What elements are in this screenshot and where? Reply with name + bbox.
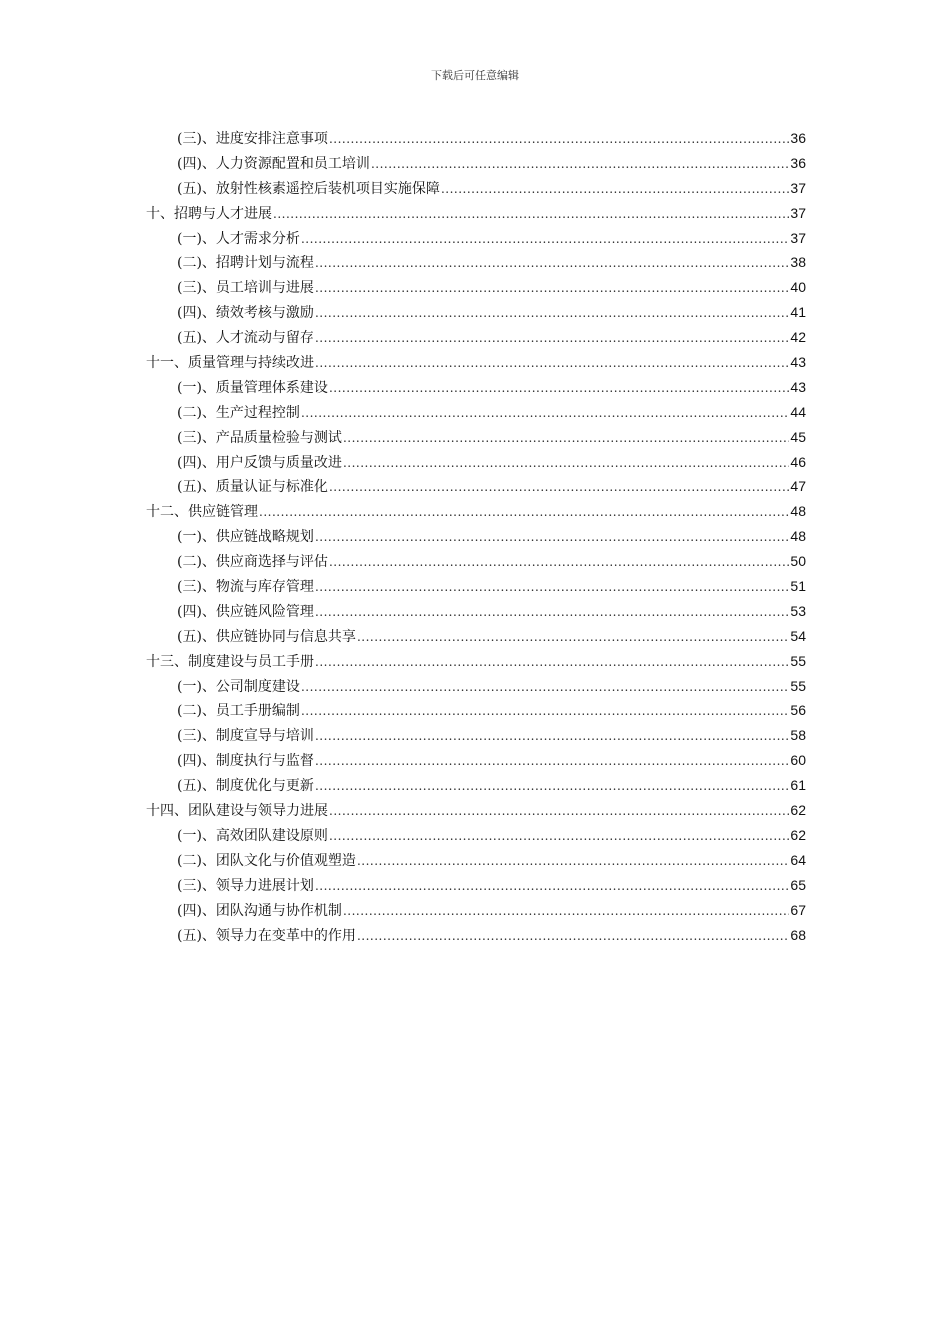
toc-chapter-entry[interactable] — [146, 649, 806, 674]
toc-entry-title: 十三、制度建设与员工手册 — [146, 653, 314, 670]
toc-entry-title: (一)、高效团队建设原则 — [177, 827, 328, 844]
toc-entry-title: (五)、领导力在变革中的作用 — [177, 927, 356, 944]
toc-page-number: 51 — [790, 578, 806, 595]
toc-dot-leader — [343, 426, 789, 451]
toc-dot-leader — [315, 525, 789, 550]
toc-dot-leader — [315, 774, 789, 799]
toc-entry-title: (三)、物流与库存管理 — [177, 579, 314, 596]
toc-dot-leader — [329, 550, 789, 575]
toc-entry-title: (三)、制度宣导与培训 — [177, 728, 314, 745]
toc-entry-title: (一)、人才需求分析 — [177, 230, 300, 247]
page-header: 下载后可任意编辑 — [431, 69, 519, 82]
toc-entry-title: 十、招聘与人才进展 — [146, 205, 272, 222]
toc-section-entry[interactable] — [146, 698, 806, 723]
toc-dot-leader — [315, 749, 789, 774]
toc-dot-leader — [315, 575, 789, 600]
toc-entry-title: (五)、人才流动与留存 — [177, 330, 314, 347]
toc-section-entry[interactable] — [146, 748, 806, 773]
toc-page-number: 36 — [790, 130, 806, 146]
toc-entry-title: (二)、团队文化与价值观塑造 — [177, 852, 356, 869]
toc-dot-leader — [329, 127, 789, 152]
toc-entry-title: (四)、人力资源配置和员工培训 — [177, 155, 370, 172]
toc-page-number: 37 — [790, 204, 806, 221]
toc-section-entry[interactable] — [146, 250, 806, 275]
toc-page-number: 56 — [790, 702, 806, 719]
toc-page-number: 37 — [790, 229, 806, 246]
toc-page-number: 60 — [790, 752, 806, 769]
toc-section-entry[interactable] — [146, 574, 806, 599]
toc-section-entry[interactable] — [146, 300, 806, 325]
toc-page-number: 64 — [790, 851, 806, 868]
toc-entry-title: (四)、团队沟通与协作机制 — [177, 902, 342, 919]
toc-entry-title: (四)、供应链风险管理 — [177, 603, 314, 620]
toc-entry-title: 十四、团队建设与领导力进展 — [146, 803, 328, 820]
toc-dot-leader — [301, 675, 789, 700]
toc-page-number: 65 — [790, 876, 806, 893]
toc-dot-leader — [273, 202, 789, 227]
toc-section-entry[interactable] — [146, 898, 806, 923]
toc-dot-leader — [329, 824, 789, 849]
toc-page-number: 36 — [790, 154, 806, 171]
toc-entry-title: (二)、招聘计划与流程 — [177, 255, 314, 272]
toc-dot-leader — [315, 251, 789, 276]
toc-entry-title: (三)、进度安排注意事项 — [177, 131, 328, 147]
toc-entry-title: (一)、质量管理体系建设 — [177, 379, 328, 396]
toc-page-number: 67 — [790, 901, 806, 918]
toc-dot-leader — [315, 600, 789, 625]
toc-dot-leader — [343, 451, 789, 476]
toc-entry-title: (二)、生产过程控制 — [177, 404, 300, 421]
toc-chapter-entry[interactable] — [146, 499, 806, 524]
toc-section-entry[interactable] — [146, 524, 806, 549]
toc-chapter-entry[interactable] — [146, 201, 806, 226]
toc-page-number: 53 — [790, 602, 806, 619]
toc-page-number: 44 — [790, 403, 806, 420]
toc-dot-leader — [315, 650, 789, 675]
toc-page-number: 41 — [790, 304, 806, 321]
toc-section-entry[interactable] — [146, 923, 806, 948]
toc-dot-leader — [357, 849, 789, 874]
toc-dot-leader — [357, 924, 789, 949]
toc-entry-title: (三)、产品质量检验与测试 — [177, 429, 342, 446]
toc-entry-title: (三)、领导力进展计划 — [177, 877, 314, 894]
toc-page-number: 50 — [790, 553, 806, 570]
toc-dot-leader — [315, 276, 789, 301]
toc-page-number: 46 — [790, 453, 806, 470]
toc-section-entry[interactable] — [146, 151, 806, 176]
toc-dot-leader — [357, 625, 789, 650]
toc-page-number: 61 — [790, 777, 806, 794]
toc-section-entry[interactable] — [146, 474, 806, 499]
toc-section-entry[interactable] — [146, 674, 806, 699]
toc-dot-leader — [441, 177, 789, 202]
toc-entry-title: (一)、公司制度建设 — [177, 678, 300, 695]
toc-section-entry[interactable] — [146, 126, 806, 151]
toc-entry-title: (五)、质量认证与标准化 — [177, 479, 328, 496]
toc-section-entry[interactable] — [146, 599, 806, 624]
toc-section-entry[interactable] — [146, 226, 806, 251]
toc-entry-title: (五)、制度优化与更新 — [177, 778, 314, 795]
toc-dot-leader — [259, 500, 789, 525]
toc-page-number: 55 — [790, 652, 806, 669]
toc-page-number: 45 — [790, 428, 806, 445]
toc-dot-leader — [371, 152, 789, 177]
toc-dot-leader — [329, 799, 789, 824]
toc-entry-title: (一)、供应链战略规划 — [177, 529, 314, 546]
toc-page-number: 62 — [790, 802, 806, 819]
toc-section-entry[interactable] — [146, 425, 806, 450]
toc-entry-title: (四)、绩效考核与激励 — [177, 305, 314, 322]
toc-entry-title: (五)、放射性核素遥控后装机项目实施保障 — [177, 180, 440, 197]
toc-dot-leader — [343, 899, 789, 924]
toc-section-entry[interactable] — [146, 450, 806, 475]
toc-section-entry[interactable] — [146, 873, 806, 898]
toc-section-entry[interactable] — [146, 325, 806, 350]
toc-page-number: 68 — [790, 926, 806, 943]
toc-entry-title: (四)、用户反馈与质量改进 — [177, 454, 342, 471]
toc-entry-title: (五)、供应链协同与信息共享 — [177, 628, 356, 645]
toc-entry-title: 十二、供应链管理 — [146, 504, 258, 521]
toc-page-number: 48 — [790, 503, 806, 520]
toc-section-entry[interactable] — [146, 549, 806, 574]
toc-page-number: 43 — [790, 378, 806, 395]
toc-section-entry[interactable] — [146, 848, 806, 873]
toc-dot-leader — [329, 376, 789, 401]
toc-entry-title: (四)、制度执行与监督 — [177, 753, 314, 770]
toc-section-entry[interactable] — [146, 176, 806, 201]
toc-dot-leader — [315, 874, 789, 899]
toc-page-number: 38 — [790, 254, 806, 271]
toc-section-entry[interactable] — [146, 773, 806, 798]
toc-page-number: 58 — [790, 727, 806, 744]
toc-section-entry[interactable] — [146, 275, 806, 300]
toc-section-entry[interactable] — [146, 375, 806, 400]
toc-dot-leader — [315, 351, 789, 376]
toc-dot-leader — [301, 227, 789, 252]
toc-page-number: 37 — [790, 179, 806, 196]
toc-section-entry[interactable] — [146, 400, 806, 425]
toc-dot-leader — [315, 724, 789, 749]
toc-page-number: 42 — [790, 329, 806, 346]
toc-section-entry[interactable] — [146, 723, 806, 748]
toc-page-number: 40 — [790, 279, 806, 296]
toc-page-number: 43 — [790, 354, 806, 371]
toc-entry-title: (三)、员工培训与进展 — [177, 280, 314, 297]
toc-entry-title: (二)、供应商选择与评估 — [177, 554, 328, 571]
toc-section-entry[interactable] — [146, 624, 806, 649]
toc-entry-title: 十一、质量管理与持续改进 — [146, 355, 314, 372]
toc-chapter-entry[interactable] — [146, 350, 806, 375]
toc-dot-leader — [329, 475, 789, 500]
table-of-contents — [146, 126, 806, 947]
toc-dot-leader — [315, 301, 789, 326]
toc-section-entry[interactable] — [146, 823, 806, 848]
toc-dot-leader — [315, 326, 789, 351]
toc-page-number: 47 — [790, 478, 806, 495]
toc-page-number: 62 — [790, 826, 806, 843]
toc-dot-leader — [301, 401, 789, 426]
toc-page-number: 55 — [790, 677, 806, 694]
toc-entry-title: (二)、员工手册编制 — [177, 703, 300, 720]
toc-page-number: 48 — [790, 528, 806, 545]
toc-page-number: 54 — [790, 627, 806, 644]
toc-chapter-entry[interactable] — [146, 798, 806, 823]
toc-dot-leader — [301, 699, 789, 724]
